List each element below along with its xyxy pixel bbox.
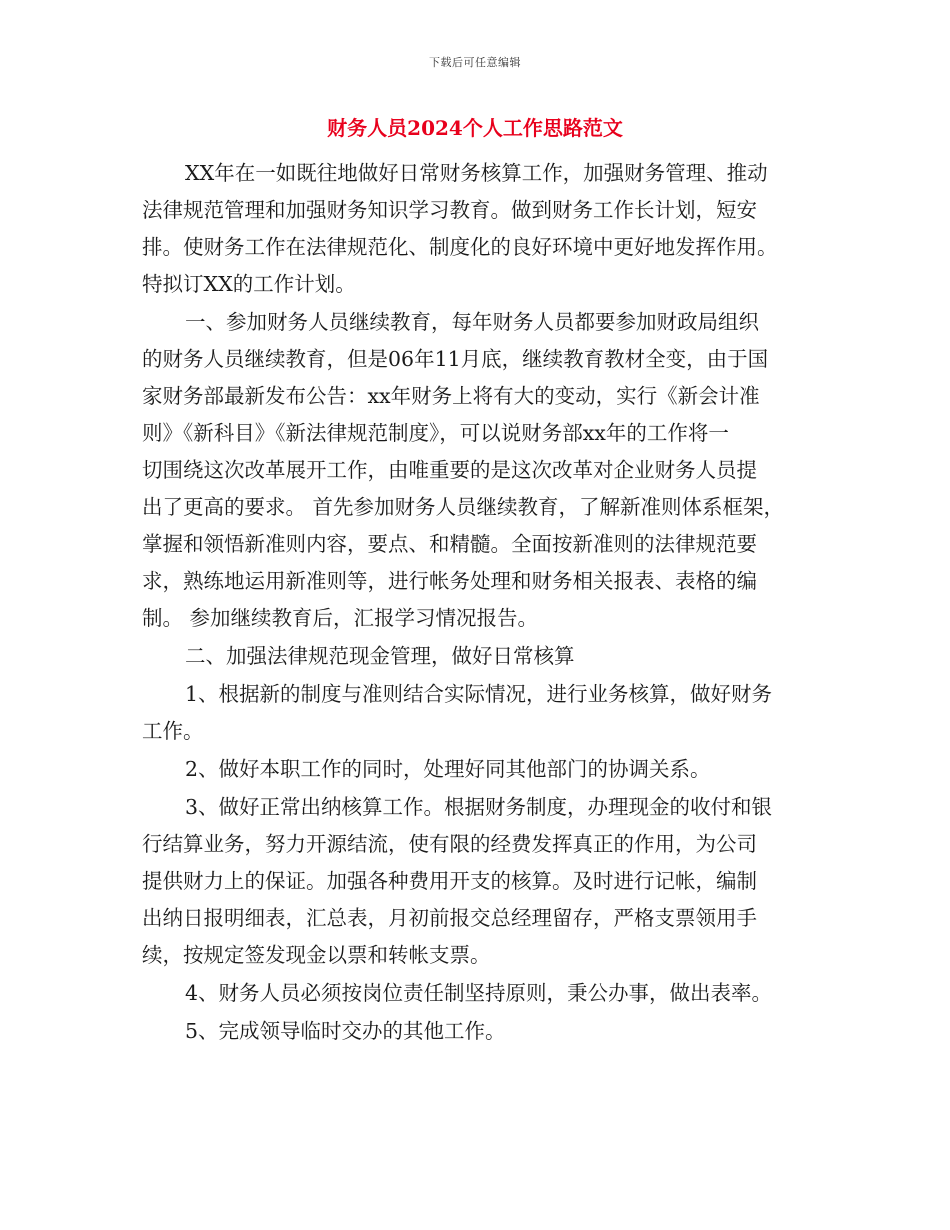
paragraph-line: 特拟订XX的工作计划。 [142, 272, 356, 296]
paragraph-line: 切围绕这次改革展开工作，由唯重要的是这次改革对企业财务人员提 [142, 458, 757, 482]
paragraph-line: 的财务人员继续教育，但是06年11月底，继续教育教材全变，由于国 [142, 347, 769, 371]
paragraph-line: 行结算业务，努力开源结流，使有限的经费发挥真正的作用，为公司 [142, 832, 757, 856]
paragraph-line: 掌握和领悟新准则内容，要点、和精髓。全面按新准则的法律规范要 [142, 532, 757, 556]
paragraph-line: 工作。 [142, 719, 204, 743]
paragraph-line: 4、财务人员必须按岗位责任制坚持原则，秉公办事，做出表率。 [185, 981, 773, 1005]
paragraph-line: 制。 参加继续教育后，汇报学习情况报告。 [142, 606, 539, 630]
paragraph-line: 出了更高的要求。 首先参加财务人员继续教育，了解新准则体系框架， [142, 495, 785, 519]
paragraph-line: 法律规范管理和加强财务知识学习教育。做到财务工作长计划，短安 [142, 198, 757, 222]
paragraph-line: 5、完成领导临时交办的其他工作。 [185, 1019, 506, 1043]
paragraph-line: 家财务部最新发布公告：xx年财务上将有大的变动，实行《新会计准 [142, 384, 760, 408]
paragraph-line: 出纳日报明细表，汇总表，月初前报交总经理留存，严格支票领用手 [142, 906, 757, 930]
paragraph-line: 提供财力上的保证。加强各种费用开支的核算。及时进行记帐，编制 [142, 869, 757, 893]
paragraph-line: 则》《新科目》《新法律规范制度》，可以说财务部xx年的工作将一 [142, 421, 729, 445]
paragraph-line: 续，按规定签发现金以票和转帐支票。 [142, 943, 491, 967]
document-title: 财务人员2024个人工作思路范文 [327, 116, 623, 140]
paragraph-line: 1、根据新的制度与准则结合实际情况，进行业务核算，做好财务 [185, 682, 773, 706]
paragraph-line: 3、做好正常出纳核算工作。根据财务制度，办理现金的收付和银 [185, 795, 773, 819]
paragraph-line: 一、参加财务人员继续教育，每年财务人员都要参加财政局组织 [185, 310, 759, 334]
header-note: 下载后可任意编辑 [429, 56, 521, 69]
paragraph-line: 排。使财务工作在法律规范化、制度化的良好环境中更好地发挥作用。 [142, 235, 778, 259]
paragraph-line: 2、做好本职工作的同时，处理好同其他部门的协调关系。 [185, 757, 711, 781]
section-heading: 二、加强法律规范现金管理，做好日常核算 [185, 644, 575, 668]
paragraph-line: 求，熟练地运用新准则等，进行帐务处理和财务相关报表、表格的编 [142, 569, 757, 593]
paragraph-line: XX年在一如既往地做好日常财务核算工作，加强财务管理、推动 [185, 161, 768, 185]
